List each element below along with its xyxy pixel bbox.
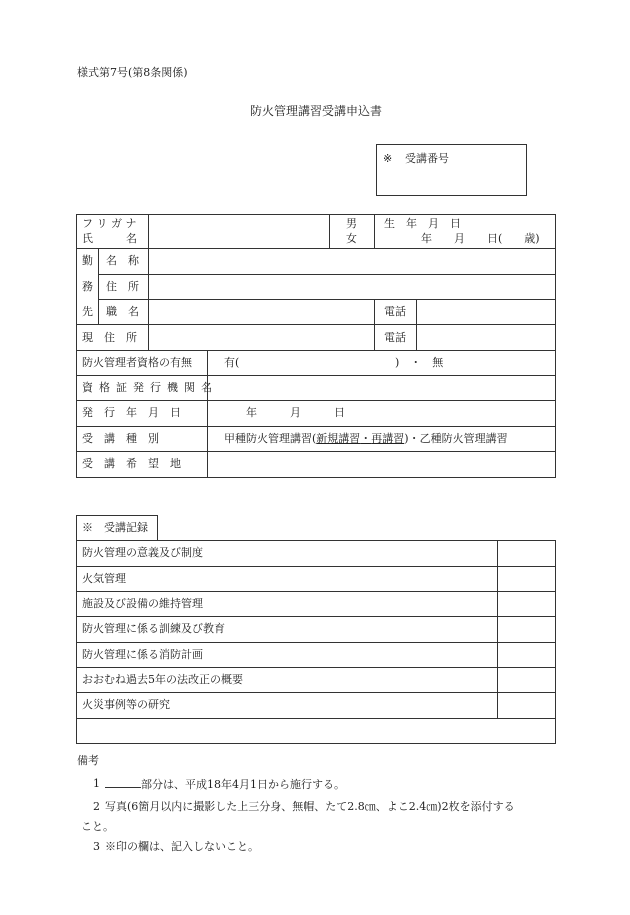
record-check-cell[interactable] <box>498 693 555 718</box>
work-address-label: 住 所 <box>106 280 139 293</box>
birth-date-field[interactable]: 年 月 日( 歳) <box>421 232 540 245</box>
furigana-label: フ リ ガ ナ <box>82 217 137 230</box>
record-check-cell[interactable] <box>498 668 555 692</box>
record-check-cell[interactable] <box>498 541 555 566</box>
record-check-cell[interactable] <box>498 592 555 616</box>
course-type-sep: ・ <box>360 432 372 445</box>
record-check-cell[interactable] <box>498 643 555 667</box>
sex-female[interactable]: 女 <box>346 232 357 245</box>
qualification-yes[interactable]: 有( <box>224 356 240 369</box>
work-label-char-2: 務 <box>82 280 93 293</box>
record-header: ※ 受講記録 <box>82 521 148 534</box>
birth-date-label: 生 年 月 日 <box>384 217 461 230</box>
qualification-no[interactable]: ) ・ 無 <box>395 356 444 369</box>
note-number: 3 <box>93 840 100 853</box>
note-number: 1 <box>93 777 100 790</box>
name-label: 氏 名 <box>82 232 137 245</box>
sex-male[interactable]: 男 <box>346 217 357 230</box>
course-type-kou: 甲種防火管理講習( <box>224 432 317 445</box>
course-type-new[interactable]: 新規講習 <box>316 432 361 445</box>
note-item-continued: こと。 <box>81 820 114 833</box>
record-item: 防火管理に係る消防計画 <box>82 648 203 661</box>
page-title: 防火管理講習受講申込書 <box>250 104 383 118</box>
work-label-char-1: 勤 <box>82 254 93 267</box>
record-check-cell[interactable] <box>498 567 555 591</box>
place-label: 受 講 希 望 地 <box>82 457 181 470</box>
receipt-number-label: 受講番号 <box>405 152 449 165</box>
form-id: 様式第7号(第8条関係) <box>77 66 188 79</box>
issue-date-label: 発 行 年 月 日 <box>82 406 181 419</box>
issuer-label: 資格証発行機関名 <box>82 381 218 394</box>
receipt-mark: ※ <box>383 152 393 165</box>
issue-date-field[interactable]: 年 月 日 <box>246 406 345 419</box>
qualification-label: 防火管理者資格の有無 <box>82 356 192 369</box>
record-item: 火気管理 <box>82 572 126 585</box>
job-title-label: 職 名 <box>106 305 139 318</box>
record-footer-cell[interactable] <box>77 719 555 743</box>
notes-heading: 備考 <box>77 754 99 767</box>
note-item: 写真(6箇月以内に撮影した上三分身、無帽、たて2.8㎝、よこ2.4㎝)2枚を添付する <box>105 800 515 813</box>
record-item: 防火管理の意義及び制度 <box>82 546 203 559</box>
home-phone-label: 電話 <box>384 331 406 344</box>
work-label-char-3: 先 <box>82 305 93 318</box>
record-item: 防火管理に係る訓練及び教育 <box>82 622 225 635</box>
course-type-otsu[interactable]: )・乙種防火管理講習 <box>404 432 508 445</box>
work-phone-label: 電話 <box>384 305 406 318</box>
note-underline-sample <box>105 777 141 788</box>
note-item: 部分は、平成18年4月1日から施行する。 <box>105 777 345 792</box>
record-item: おおむね過去5年の法改正の概要 <box>82 673 243 686</box>
course-type-label: 受 講 種 別 <box>82 432 159 445</box>
current-address-label: 現 住 所 <box>82 331 137 344</box>
record-item: 火災事例等の研究 <box>82 698 170 711</box>
note-number: 2 <box>93 800 100 813</box>
record-check-cell[interactable] <box>498 617 555 642</box>
course-type-re[interactable]: 再講習 <box>371 432 405 445</box>
note-item: ※印の欄は、記入しないこと。 <box>105 840 259 853</box>
record-item: 施設及び設備の維持管理 <box>82 597 203 610</box>
work-name-label: 名 称 <box>106 254 139 267</box>
